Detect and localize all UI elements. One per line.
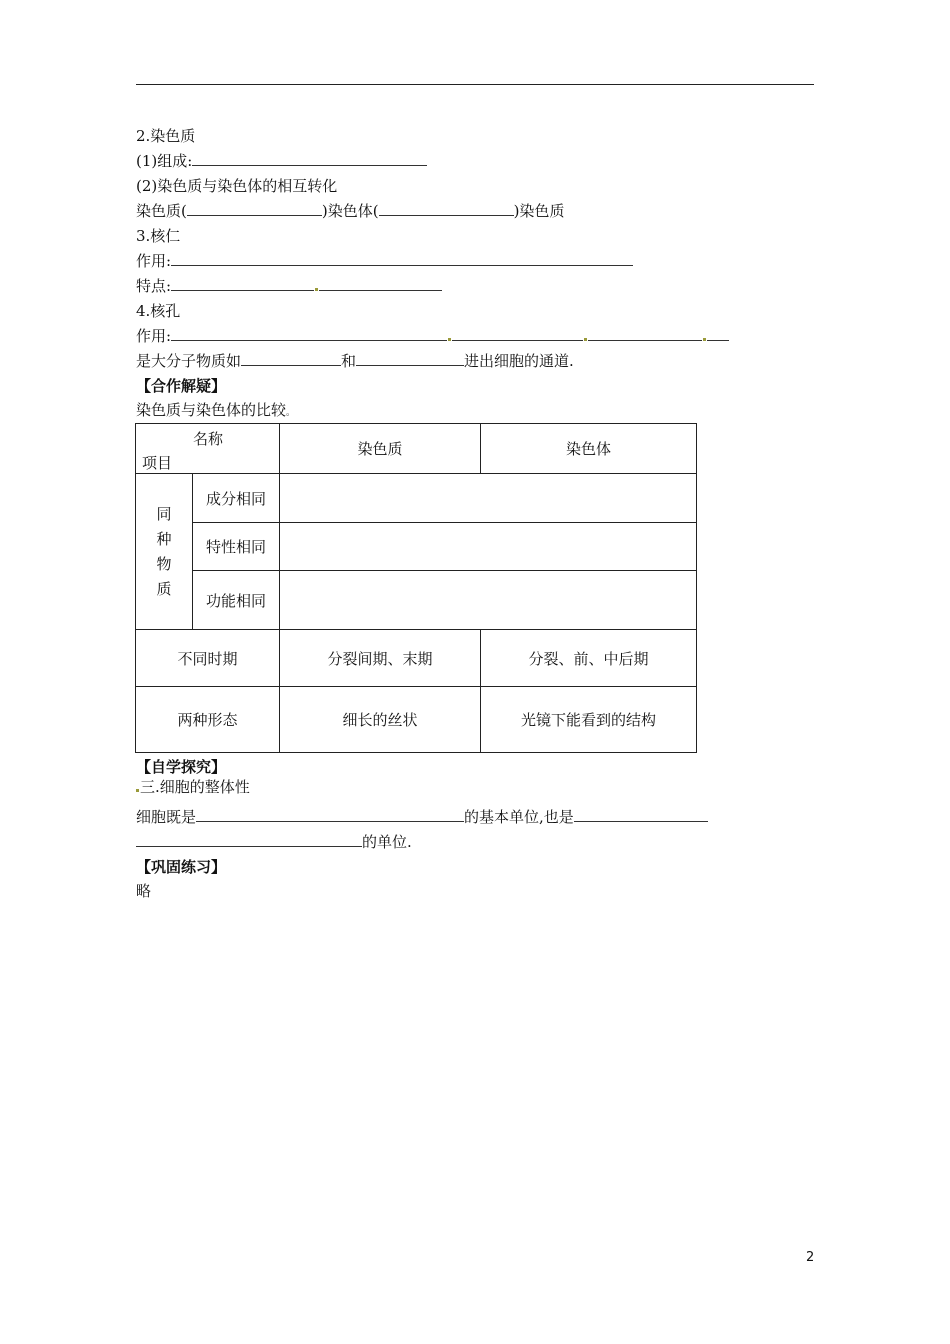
pore-title: 4.核孔 bbox=[136, 302, 181, 320]
heading-cooperate: 【合作解疑】 bbox=[136, 377, 227, 395]
answer-cell[interactable] bbox=[280, 474, 697, 523]
wholeness-line-1 bbox=[136, 806, 708, 828]
table-row bbox=[136, 474, 697, 523]
pore-function-line bbox=[136, 325, 729, 347]
conversion-text-1: 染色质( bbox=[136, 202, 187, 220]
answer-blank[interactable] bbox=[171, 275, 314, 291]
table-row bbox=[136, 687, 697, 753]
wholeness-text-b: 的基本单位,也是 bbox=[464, 808, 574, 826]
wholeness-line-2 bbox=[136, 831, 412, 853]
group-char: 质 bbox=[156, 579, 172, 598]
nucleolus-feature-line bbox=[136, 275, 442, 297]
comparison-caption-text: 染色质与染色体的比较 bbox=[136, 401, 287, 419]
answer-blank[interactable] bbox=[319, 275, 442, 291]
answer-blank[interactable] bbox=[241, 350, 341, 366]
wholeness-text-a: 细胞既是 bbox=[136, 808, 197, 826]
pore-text-b: 和 bbox=[341, 352, 357, 370]
table-row bbox=[136, 571, 697, 630]
wholeness-text-c: 的单位. bbox=[362, 833, 412, 851]
answer-blank[interactable] bbox=[707, 325, 729, 341]
header-chromosome: 染色体 bbox=[481, 424, 697, 474]
answer-blank[interactable] bbox=[588, 325, 702, 341]
pore-text-c: 进出细胞的通道. bbox=[464, 352, 574, 370]
pore-passage-line bbox=[136, 350, 574, 372]
nucleolus-function-line bbox=[136, 250, 633, 272]
group-char: 种 bbox=[156, 529, 172, 548]
chromatin-title: 2.染色质 bbox=[136, 127, 196, 145]
conversion-line bbox=[136, 200, 564, 222]
answer-blank[interactable] bbox=[196, 806, 464, 822]
table-header-row bbox=[136, 424, 697, 474]
row-label-property: 特性相同 bbox=[193, 523, 280, 571]
answer-blank[interactable] bbox=[379, 200, 514, 216]
header-chromatin: 染色质 bbox=[280, 424, 481, 474]
page-number: 2 bbox=[806, 1250, 815, 1265]
answer-blank[interactable] bbox=[452, 325, 583, 341]
header-name: 名称 bbox=[193, 430, 224, 448]
composition-line bbox=[136, 150, 427, 172]
dot-mark bbox=[136, 789, 139, 792]
row-label-composition: 成分相同 bbox=[193, 474, 280, 523]
period-chromatin: 分裂间期、末期 bbox=[280, 630, 481, 687]
row-label-function: 功能相同 bbox=[193, 571, 280, 630]
heading-practice: 【巩固练习】 bbox=[136, 858, 227, 876]
answer-blank[interactable] bbox=[171, 325, 447, 341]
answer-cell[interactable] bbox=[280, 523, 697, 571]
period-chromosome: 分裂、前、中后期 bbox=[481, 630, 697, 687]
answer-blank[interactable] bbox=[187, 200, 322, 216]
wholeness-title-line bbox=[136, 776, 250, 798]
practice-answer: 略 bbox=[136, 882, 152, 900]
answer-blank[interactable] bbox=[574, 806, 708, 822]
form-chromatin: 细长的丝状 bbox=[280, 687, 481, 753]
table-row bbox=[136, 630, 697, 687]
header-rule bbox=[136, 84, 814, 85]
dot-mark bbox=[448, 338, 451, 341]
comparison-caption bbox=[136, 399, 295, 421]
row-label-period: 不同时期 bbox=[136, 630, 280, 687]
composition-label: (1)组成: bbox=[136, 152, 193, 170]
answer-cell[interactable] bbox=[280, 571, 697, 630]
conversion-text-4: 质 bbox=[549, 202, 565, 220]
conversion-title: (2)染色质与染色体的相互转化 bbox=[136, 177, 338, 195]
dot-mark bbox=[703, 338, 706, 341]
conversion-text-2: )染色体( bbox=[321, 202, 379, 220]
dot-mark bbox=[584, 338, 587, 341]
answer-blank[interactable] bbox=[171, 250, 633, 266]
group-char: 物 bbox=[156, 554, 172, 573]
comparison-table bbox=[135, 423, 697, 753]
heading-self-study: 【自学探究】 bbox=[136, 758, 227, 776]
caption-end-mark: 。 bbox=[286, 408, 296, 418]
wholeness-title: 三.细胞的整体性 bbox=[140, 778, 250, 796]
answer-blank[interactable] bbox=[136, 831, 362, 847]
row-label-form: 两种形态 bbox=[136, 687, 280, 753]
form-chromosome: 光镜下能看到的结构 bbox=[481, 687, 697, 753]
header-item: 项目 bbox=[142, 454, 173, 472]
answer-blank[interactable] bbox=[356, 350, 464, 366]
nucleolus-title: 3.核仁 bbox=[136, 227, 181, 245]
pore-function-label: 作用: bbox=[136, 327, 172, 345]
header-diagonal-cell bbox=[136, 424, 280, 474]
conversion-text-3: )染色 bbox=[513, 202, 550, 220]
same-substance-label bbox=[136, 474, 193, 630]
feature-label: 特点: bbox=[136, 277, 172, 295]
answer-blank[interactable] bbox=[192, 150, 427, 166]
dot-mark bbox=[315, 288, 318, 291]
function-label: 作用: bbox=[136, 252, 172, 270]
group-char: 同 bbox=[156, 504, 172, 523]
table-row bbox=[136, 523, 697, 571]
pore-text-a: 是大分子物质如 bbox=[136, 352, 242, 370]
